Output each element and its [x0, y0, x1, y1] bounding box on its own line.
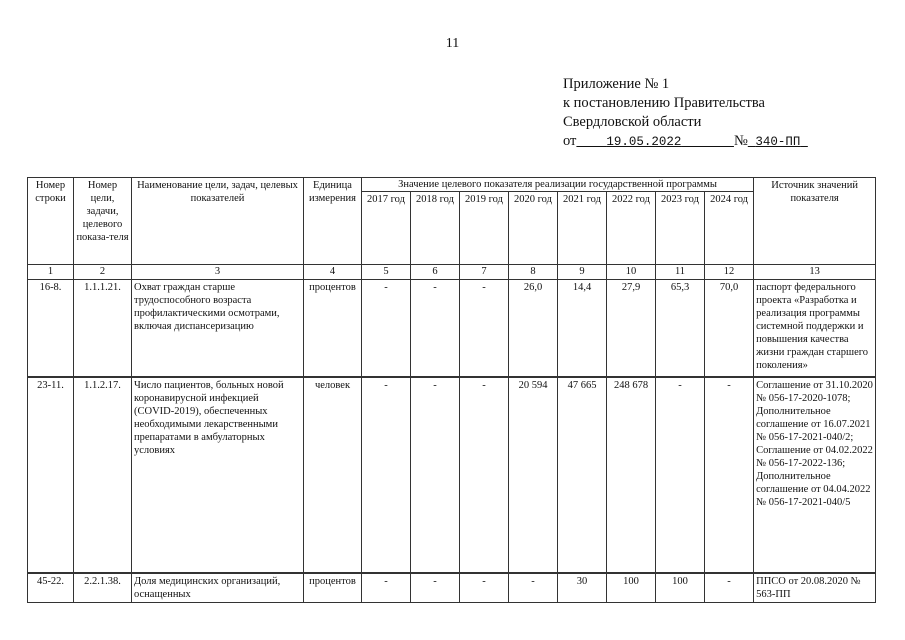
column-number: 11: [656, 265, 705, 280]
value-2021: 47 665: [558, 377, 607, 573]
value-2024: -: [705, 377, 754, 573]
indicators-table: [27, 177, 876, 603]
header-row: [28, 178, 876, 192]
value-2022: 27,9: [607, 280, 656, 378]
header-row-no: Номер строки: [28, 178, 74, 265]
table-row: [28, 573, 876, 603]
value-2024: -: [705, 573, 754, 603]
appendix-block: [563, 75, 808, 152]
column-number: 3: [132, 265, 304, 280]
column-number: 12: [705, 265, 754, 280]
source: паспорт федерального проекта «Разработка и реализация программы системной поддержки и повышения качества жизни граждан старшего поколения»: [754, 280, 876, 378]
value-2020: -: [509, 573, 558, 603]
date-prefix: от: [563, 133, 577, 149]
value-2021: 14,4: [558, 280, 607, 378]
header-year: 2018 год: [411, 192, 460, 265]
column-number: 2: [74, 265, 132, 280]
value-2023: 100: [656, 573, 705, 603]
indicator-name: Доля медицинских организаций, оснащенных: [132, 573, 304, 603]
value-2018: -: [411, 573, 460, 603]
indicator-name: Охват граждан старше трудоспособного возраста профилактическими осмотрами, включая диспансеризацию: [132, 280, 304, 378]
column-number: 7: [460, 265, 509, 280]
value-2023: 65,3: [656, 280, 705, 378]
value-2019: -: [460, 573, 509, 603]
header-year: 2022 год: [607, 192, 656, 265]
number-prefix: №: [733, 133, 748, 149]
decree-number: 340-ПП: [755, 135, 801, 149]
value-2019: -: [460, 280, 509, 378]
value-2020: 26,0: [509, 280, 558, 378]
value-2017: -: [362, 377, 411, 573]
column-number: 13: [754, 265, 876, 280]
header-year: 2017 год: [362, 192, 411, 265]
source: Соглашение от 31.10.2020 № 056-17-2020-1078; Дополнительное соглашение от 16.07.2021 № 056-17-2021-040/2; Соглашение от 04.02.2022 № 056-17-2022-136; Дополнительное соглашение от 04.04.2022 № 056-17-2021-040/5: [754, 377, 876, 573]
header-name: Наименование цели, задач, целевых показателей: [132, 178, 304, 265]
appendix-date-line: [563, 132, 808, 152]
unit: человек: [304, 377, 362, 573]
unit: процентов: [304, 280, 362, 378]
indicator-name: Число пациентов, больных новой коронавирусной инфекцией (COVID-2019), обеспеченных необходимыми лекарственными препаратами в амбулаторных условиях: [132, 377, 304, 573]
value-2022: 248 678: [607, 377, 656, 573]
value-2018: -: [411, 280, 460, 378]
goal-number: 1.1.2.17.: [74, 377, 132, 573]
header-year: 2019 год: [460, 192, 509, 265]
header-year: 2024 год: [705, 192, 754, 265]
header-year: 2021 год: [558, 192, 607, 265]
table-row: [28, 377, 876, 573]
header-value-group: Значение целевого показателя реализации государственной программы: [362, 178, 754, 192]
row-number: 45-22.: [28, 573, 74, 603]
value-2021: 30: [558, 573, 607, 603]
page-number: 11: [445, 36, 460, 51]
value-2022: 100: [607, 573, 656, 603]
column-number: 4: [304, 265, 362, 280]
column-number: 1: [28, 265, 74, 280]
header-year: 2023 год: [656, 192, 705, 265]
source: ППСО от 20.08.2020 № 563-ПП: [754, 573, 876, 603]
column-number: 9: [558, 265, 607, 280]
value-2017: -: [362, 280, 411, 378]
column-number: 5: [362, 265, 411, 280]
decree-date: 19.05.2022: [606, 135, 682, 149]
header-goal-no: Номер цели, задачи, целевого показа-теля: [74, 178, 132, 265]
column-number: 6: [411, 265, 460, 280]
value-2020: 20 594: [509, 377, 558, 573]
header-source: Источник значений показателя: [754, 178, 876, 265]
appendix-line-3: Свердловской области: [563, 114, 702, 130]
appendix-title: Приложение № 1: [563, 76, 670, 92]
appendix-line-2: к постановлению Правительства: [563, 95, 765, 111]
goal-number: 1.1.1.21.: [74, 280, 132, 378]
value-2017: -: [362, 573, 411, 603]
column-number: 8: [509, 265, 558, 280]
value-2023: -: [656, 377, 705, 573]
header-unit: Единица измерения: [304, 178, 362, 265]
table-row: [28, 280, 876, 378]
goal-number: 2.2.1.38.: [74, 573, 132, 603]
column-number: 10: [607, 265, 656, 280]
column-numbers-row: [28, 265, 876, 280]
value-2019: -: [460, 377, 509, 573]
unit: процентов: [304, 573, 362, 603]
header-year: 2020 год: [509, 192, 558, 265]
row-number: 23-11.: [28, 377, 74, 573]
value-2018: -: [411, 377, 460, 573]
row-number: 16-8.: [28, 280, 74, 378]
value-2024: 70,0: [705, 280, 754, 378]
